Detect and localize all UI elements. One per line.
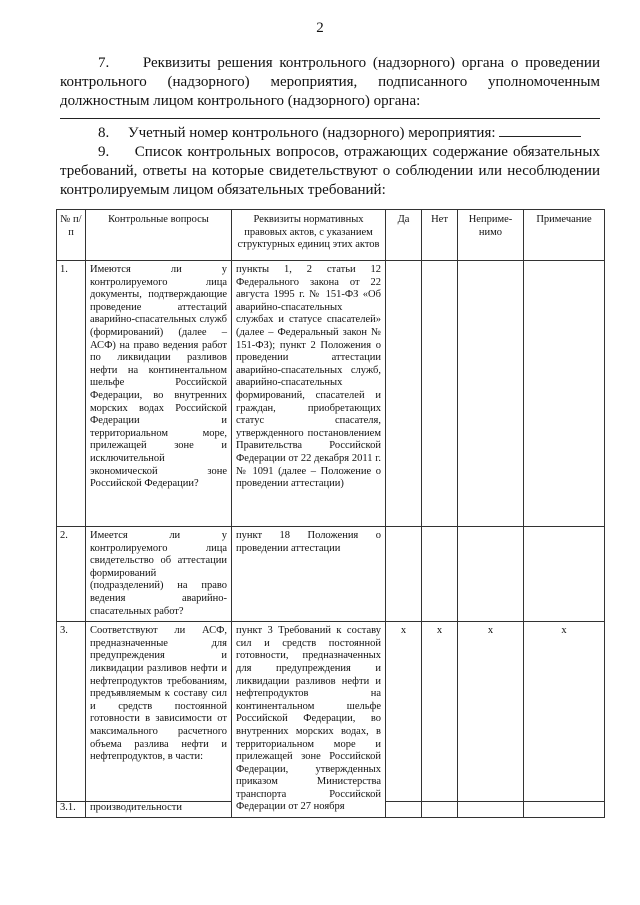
item-9-paragraph: 9. Список контрольных вопросов, отражающих содержание обязательных требований, ответы на которые свидетельствуют о соблюдении или несоблюдении контролируемым лицом обязательных требований: <box>60 144 600 198</box>
row-question: производительности <box>86 802 232 818</box>
row-note-cell[interactable] <box>524 527 605 622</box>
row-requisites: пункт 3 Требований к составу сил и средств постоянной готовности, предназначенных для предупреждения и ликвидации разливов нефти и нефтепродуктов на континентальном шельфе Российской Федерации, во внутренних морских водах, в территориальном море и прилежащей зоне Российской Федерации, утвержденных приказом Министерства транспорта Российской Федерации от 27 ноября <box>232 622 386 818</box>
header-yes: Да <box>386 210 422 261</box>
item-7-fill-line[interactable] <box>60 118 600 119</box>
row-number: 3. <box>57 622 86 802</box>
checklist-table <box>56 209 605 818</box>
row-note-cell: х <box>524 622 605 802</box>
item-7-paragraph: 7. Реквизиты решения контрольного (надзорного) органа о проведении контрольного (надзорного) мероприятия, подписанного уполномоченным должностным лицом контрольного (надзорного) органа: <box>60 55 600 109</box>
header-requisites: Реквизиты нормативных правовых актов, с указанием структурных единиц этих актов <box>232 210 386 261</box>
row-requisites: пункты 1, 2 статьи 12 Федерального закона от 22 августа 1995 г. № 151-ФЗ «Об аварийно-спасательных службах и статусе спасателей» (далее – Федеральный закон № 151-ФЗ); пункт 2 Положения о проведении аттестации аварийно-спасательных служб, аварийно-спасательных формирований, спасателей и граждан, приобретающих статус спасателя, утвержденного постановлением Правительства Российской Федерации от 22 декабря 2011 г. № 1091 (далее – Положение о проведении аттестации) <box>232 261 386 527</box>
row-number: 3.1. <box>57 802 86 818</box>
row-no-cell[interactable] <box>422 802 458 818</box>
row-number: 1. <box>57 261 86 527</box>
row-no-cell[interactable] <box>422 527 458 622</box>
item-8-text: 8. Учетный номер контрольного (надзорного) мероприятия: <box>98 125 496 141</box>
row-question: Имеются ли у контролируемого лица документы, подтверждающие проведение аттестаций аварийно-спасательных служб (формирований) (далее – АСФ) на право ведения работ по ликвидации разливов нефти на континентальном шельфе Российской Федерации, во внутренних морских водах Российской Федерации и территориальном море, прилежащей зоне и исключительной экономической зоне Российской Федерации? <box>86 261 232 527</box>
header-not-applicable: Неприме-нимо <box>458 210 524 261</box>
row-not-applicable-cell[interactable] <box>458 261 524 527</box>
row-yes-cell: х <box>386 622 422 802</box>
row-note-cell[interactable] <box>524 802 605 818</box>
row-yes-cell[interactable] <box>386 261 422 527</box>
table-row <box>57 261 605 527</box>
row-not-applicable-cell[interactable] <box>458 527 524 622</box>
header-num: № п/п <box>57 210 86 261</box>
table-row <box>57 527 605 622</box>
item-8-fill-line[interactable] <box>499 124 581 137</box>
row-question: Имеется ли у контролируемого лица свидетельство об аттестации формирований (подразделений) на право ведения аварийно-спасательных работ? <box>86 527 232 622</box>
checklist-table-wrapper <box>56 209 604 818</box>
row-no-cell[interactable] <box>422 261 458 527</box>
header-note: Примечание <box>524 210 605 261</box>
header-no: Нет <box>422 210 458 261</box>
row-not-applicable-cell[interactable] <box>458 802 524 818</box>
table-row <box>57 622 605 802</box>
item-8-paragraph <box>60 124 600 143</box>
row-number: 2. <box>57 527 86 622</box>
page-number: 2 <box>316 20 324 36</box>
row-requisites: пункт 18 Положения о проведении аттестации <box>232 527 386 622</box>
header-question: Контрольные вопросы <box>86 210 232 261</box>
row-note-cell[interactable] <box>524 261 605 527</box>
row-yes-cell[interactable] <box>386 802 422 818</box>
row-no-cell: х <box>422 622 458 802</box>
table-header-row <box>57 210 605 261</box>
row-yes-cell[interactable] <box>386 527 422 622</box>
row-not-applicable-cell: х <box>458 622 524 802</box>
row-question: Соответствуют ли АСФ, предназначенные для предупреждения и ликвидации разливов нефти и нефтепродуктов требованиям, предъявляемым к составу сил и средств постоянной готовности в зависимости от максимального расчетного объема разлива нефти и нефтепродуктов, в части: <box>86 622 232 802</box>
